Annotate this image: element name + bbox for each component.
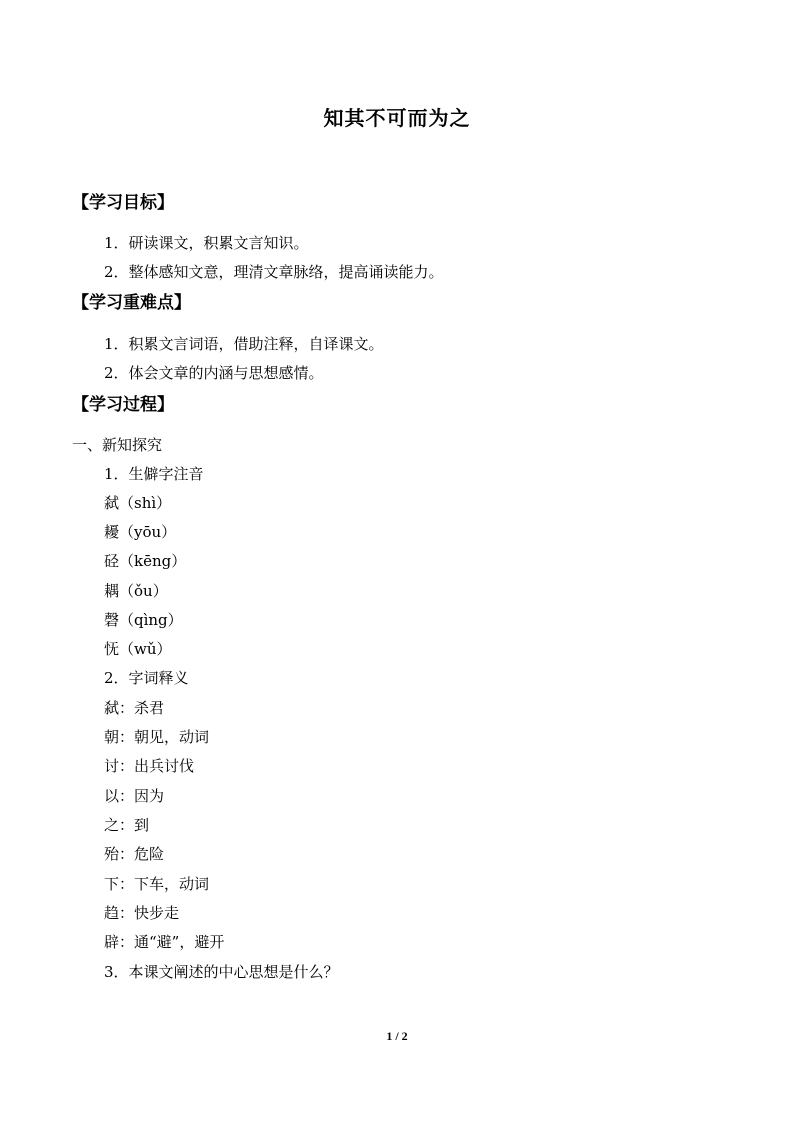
pronunciation-item: 耰（yōu） <box>104 523 177 541</box>
document-title: 知其不可而为之 <box>323 106 471 130</box>
definition-item: 辟：通“避”，避开 <box>104 933 225 951</box>
definition-item: 朝：朝见，动词 <box>104 728 210 746</box>
pronunciation-item: 弑（shì） <box>104 494 172 512</box>
definition-item: 趋：快步走 <box>104 904 180 922</box>
section-heading-goals: 【学习目标】 <box>72 193 174 213</box>
key-point-item-2: 2．体会文章的内涵与思想感情。 <box>104 364 324 382</box>
part-title: 一、新知探究 <box>72 436 163 454</box>
definition-item: 讨：出兵讨伐 <box>104 757 195 775</box>
definition-item: 弑：杀君 <box>104 699 165 717</box>
question-item: 3．本课文阐述的中心思想是什么？ <box>104 963 339 981</box>
definition-item: 殆：危险 <box>104 845 165 863</box>
definition-item: 以：因为 <box>104 787 165 805</box>
definition-item: 下：下车，动词 <box>104 875 210 893</box>
definitions-title: 2．字词释义 <box>104 669 189 687</box>
section-heading-process: 【学习过程】 <box>72 395 174 415</box>
section-heading-key-points: 【学习重难点】 <box>72 293 191 313</box>
page-number: 1 / 2 <box>386 1029 408 1043</box>
goal-item-2: 2．整体感知文意，理清文章脉络，提高诵读能力。 <box>104 263 444 281</box>
pronunciation-item: 怃（wǔ） <box>104 640 172 658</box>
definition-item: 之：到 <box>104 816 150 834</box>
pronunciation-item: 硁（kēng） <box>104 552 187 570</box>
goal-item-1: 1．研读课文，积累文言知识。 <box>104 234 309 252</box>
pronunciation-title: 1．生僻字注音 <box>104 465 204 483</box>
pronunciation-item: 磬（qìng） <box>104 611 183 629</box>
pronunciation-item: 耦（ǒu） <box>104 582 168 600</box>
key-point-item-1: 1．积累文言词语，借助注释，自译课文。 <box>104 335 384 353</box>
